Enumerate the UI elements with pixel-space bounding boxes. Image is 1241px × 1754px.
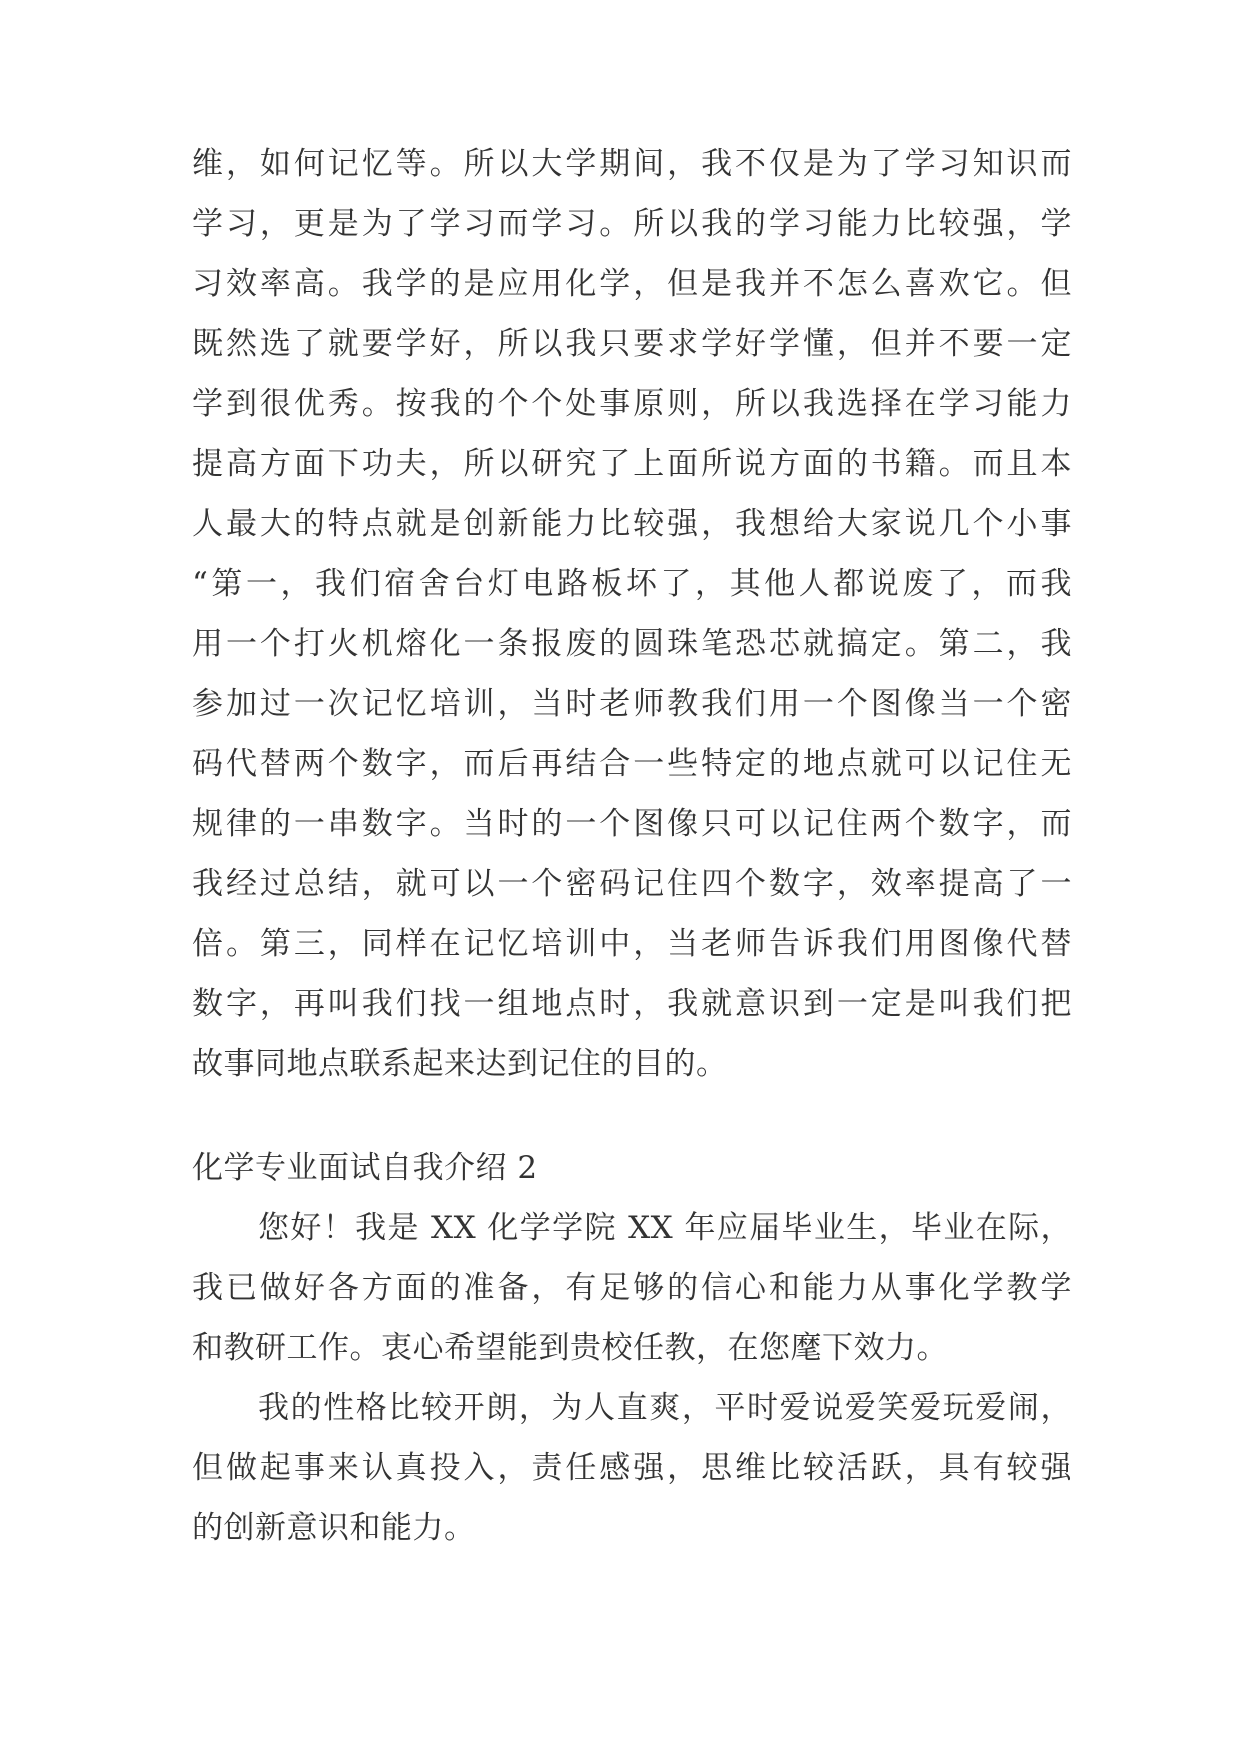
body-line: 既然选了就要学好，所以我只要求学好学懂，但并不要一定 <box>192 326 1072 362</box>
body-line: 规律的一串数字。当时的一个图像只可以记住两个数字，而 <box>192 806 1072 842</box>
body-line: 学习，更是为了学习而学习。所以我的学习能力比较强，学 <box>192 206 1072 242</box>
body-line: 学到很优秀。按我的个个处事原则，所以我选择在学习能力 <box>192 386 1072 422</box>
body-line: 但做起事来认真投入，责任感强，思维比较活跃，具有较强 <box>192 1450 1072 1486</box>
body-line: 和教研工作。衷心希望能到贵校任教，在您麾下效力。 <box>192 1330 948 1366</box>
body-line: 我的性格比较开朗，为人直爽，平时爱说爱笑爱玩爱闹， <box>258 1390 1072 1426</box>
body-line: 用一个打火机熔化一条报废的圆珠笔恐芯就搞定。第二，我 <box>192 626 1072 662</box>
body-line: 人最大的特点就是创新能力比较强，我想给大家说几个小事 <box>192 506 1072 542</box>
body-line: “第一，我们宿舍台灯电路板坏了，其他人都说废了，而我 <box>192 566 1072 602</box>
body-line: 您好！我是 XX 化学学院 XX 年应届毕业生，毕业在际， <box>258 1210 1072 1246</box>
body-line: 我经过总结，就可以一个密码记住四个数字，效率提高了一 <box>192 866 1072 902</box>
body-line: 习效率高。我学的是应用化学，但是我并不怎么喜欢它。但 <box>192 266 1072 302</box>
body-line: 我已做好各方面的准备，有足够的信心和能力从事化学教学 <box>192 1270 1072 1306</box>
body-line: 维，如何记忆等。所以大学期间，我不仅是为了学习知识而 <box>192 146 1072 182</box>
body-line: 倍。第三，同样在记忆培训中，当老师告诉我们用图像代替 <box>192 926 1072 962</box>
body-line: 数字，再叫我们找一组地点时，我就意识到一定是叫我们把 <box>192 986 1072 1022</box>
body-line: 故事同地点联系起来达到记住的目的。 <box>192 1046 728 1082</box>
body-line: 码代替两个数字，而后再结合一些特定的地点就可以记住无 <box>192 746 1072 782</box>
body-line: 提高方面下功夫，所以研究了上面所说方面的书籍。而且本 <box>192 446 1072 482</box>
body-line: 的创新意识和能力。 <box>192 1510 476 1546</box>
section-title: 化学专业面试自我介绍 2 <box>192 1150 538 1186</box>
body-line: 参加过一次记忆培训，当时老师教我们用一个图像当一个密 <box>192 686 1072 722</box>
